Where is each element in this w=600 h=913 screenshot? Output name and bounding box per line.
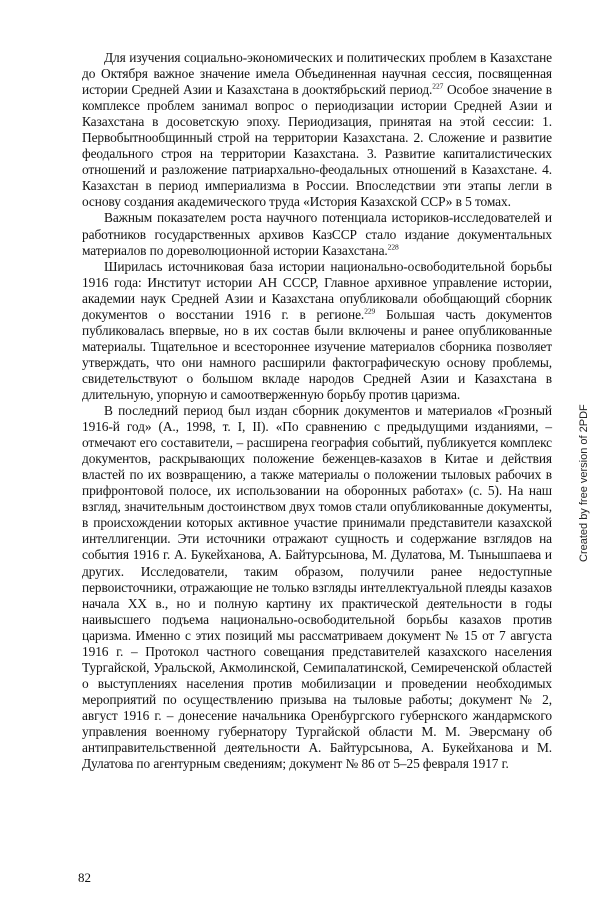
watermark-text: Created by free version of 2PDF [578,404,590,562]
page-number: 82 [78,870,91,885]
body-text [82,50,552,772]
paragraph-text: Ширилась источниковая база истории национально-освободительной борьбы 1916 года: Институт истории АН СССР, Главное архивное управление истории, академии наук Средней Азии и Казахстана опубликовали обобщающий сборник документов о восстании 1916 г. в регионе. [82,258,552,322]
footnote-marker: 228 [387,242,399,252]
paragraph [82,210,552,258]
paragraph-text: В последний период был издан сборник документов и материалов «Грозный 1916-й год» (А., 1998, т. I, II). «По сравнению с предыдущими изданиями, – отмечают его составители, – расширена география событий, публикуется комплекс документов, раскрывающих положение беженцев-казахов в Китае и действия властей по их возвращению, а также материалы о положении тыловых рабочих в прифронтовой полосе, их использовании на оборонных работах» (с. 5). На наш взгляд, значительным достоинством двух томов стали опубликованные документы, в происхождении которых активное участие принимали представители казахской интеллигенции. Эти источники отражают сущность и содержание взглядов на события 1916 г. А. Букейханова, А. Байтурсынова, М. Дулатова, М. Тынышпаева и других. Исследователи, таким образом, получили ранее недоступные первоисточники, отражающие не только взгляды интеллектуальной плеяды казахов начала XX в., но и полную картину их практической деятельности в годы наивысшего подъема национально-освободительной борьбы казахов против царизма. Именно с этих позиций мы рассматриваем документ № 15 от 7 августа 1916 г. – Протокол частного совещания представителей казахского населения Тургайской, Уральской, Акмолинской, Семипалатинской, Семиреченской областей о выступлениях населения против мобилизации и проведении необходимых мероприятий по осуществлению призыва на тыловые работы; документ № 2, август 1916 г. – донесение начальника Оренбургского губернского жандармского управления военному губернатору Тургайской области М. М. Эверсману об антиправительственной деятельности А. Байтурсынова, А. Букейханова и М. Дулатова по агентурным сведениям; документ № 86 от 5–25 февраля 1917 г. [82,403,552,772]
footnote-marker: 229 [364,306,376,316]
paragraph [82,259,552,403]
paragraph-text: Для изучения социально-экономических и политических проблем в Казахстане до Октября важное значение имела Объединенная научная сессия, посвященная истории Средней Азии и Казахстана в дооктябрьский период. [82,50,552,98]
paragraph [82,403,552,772]
paragraph-text: Важным показателем роста научного потенциала историков-исследователей и работников государственных архивов КазССР стало издание документальных материалов по дореволюционной истории Казахстана. [82,210,552,258]
paragraph [82,50,552,210]
paragraph-text: Большая часть документов публиковалась впервые, но в их состав были включены и ранее опубликованные материалы. Тщательное и всестороннее изучение материалов сборника позволяет утверждать, что они намного расширили фактографическую основу проблемы, свидетельствуют о большом вкладе народов Средней Азии и Казахстана в длительную, упорную и самоотверженную борьбу против царизма. [82,306,552,402]
paragraph-text: Особое значение в комплексе проблем занимал вопрос о периодизации истории Средней Азии и Казахстана в досоветскую эпоху. Периодизация, принятая на этой сессии: 1. Первобытнообщинный строй на территории Казахстана. 2. Сложение и развитие феодального строя на территории Казахстана. 3. Развитие капиталистических отношений и разложение патриархально-феодальных отношений в Казахстане. 4. Казахстан в период империализма в России. Впоследствии эти этапы легли в основу создания академического труда «История Казахской ССР» в 5 томах. [82,82,552,210]
footnote-marker: 227 [432,81,444,91]
